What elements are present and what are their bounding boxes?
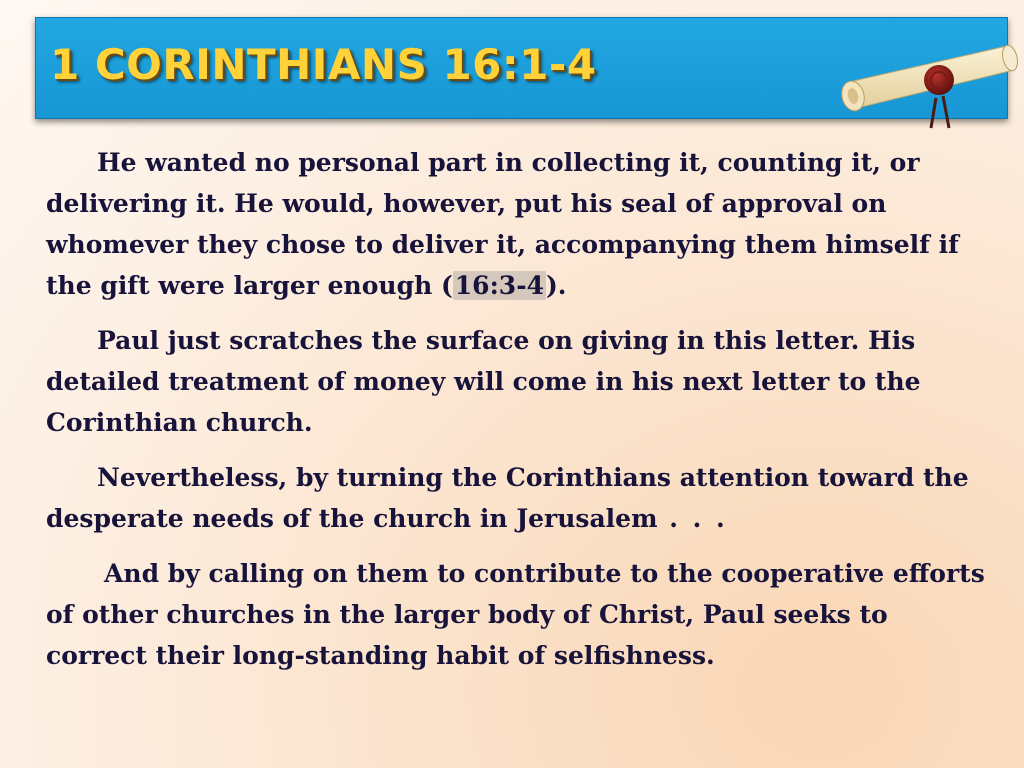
slide-title: 1 CORINTHIANS 16:1-4: [50, 40, 597, 89]
ellipsis: . . .: [657, 504, 728, 533]
paragraph-1-close: ).: [545, 271, 567, 300]
scripture-reference: 16:3-4: [454, 271, 544, 300]
paragraph-2: Paul just scratches the surface on giving in this letter. His detailed treatment of money will come in his next letter to the Corinthian church.: [46, 326, 921, 437]
scroll-with-wax-seal-icon: [821, 36, 1021, 134]
paragraph-3: [46, 457, 986, 539]
title-banner: [35, 17, 1008, 119]
slide-body: [46, 142, 986, 690]
paragraph-4: And by calling on them to contribute to the cooperative efforts of other churches in the larger body of Christ, Paul seeks to correct their long-standing habit of selfishness.: [46, 559, 985, 670]
paragraph-1: [46, 142, 986, 306]
paragraph-1-text: He wanted no personal part in collecting it, counting it, or delivering it. He would, however, put his seal of approval on whomever they chose to deliver it, accompanying them himself if the gift were larger enough (: [46, 148, 959, 300]
paragraph-3-text: Nevertheless, by turning the Corinthians attention toward the desperate needs of the church in Jerusalem: [46, 463, 969, 533]
